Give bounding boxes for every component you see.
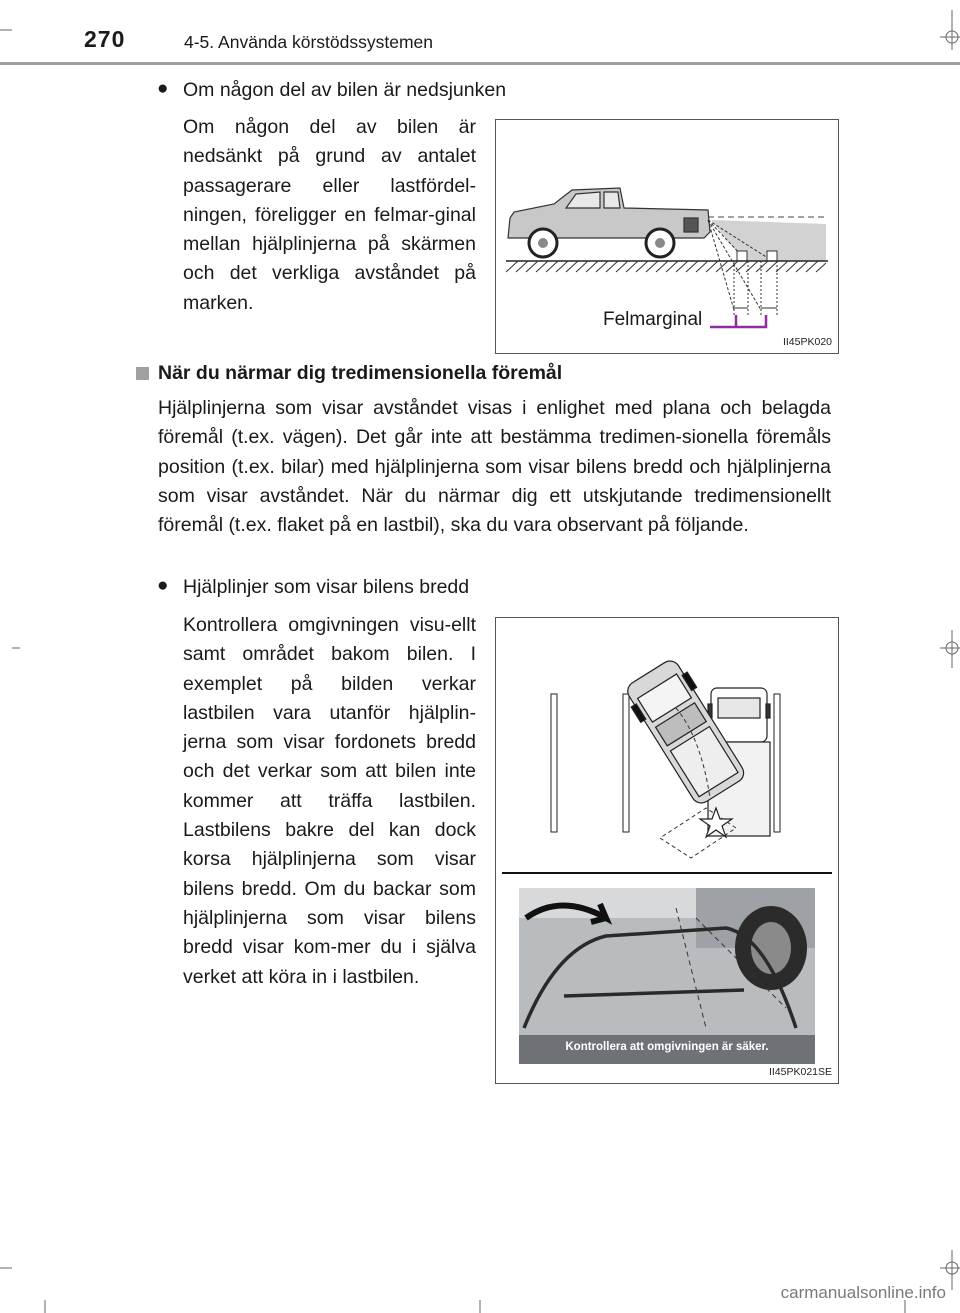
heading-3d-objects: När du närmar dig tredimensionella föremål (158, 362, 563, 384)
square-bullet-icon (136, 367, 149, 380)
bullet-title-width-lines: Hjälplinjer som visar bilens bredd (183, 576, 470, 598)
paragraph-3d-objects: Hjälplinjerna som visar avståndet visas i enlighet med plana och belagda föremål (t.ex. vägen). Det går inte att bestämma tredimen-sionella föremåls position (t.ex. bilar) med hjälplinjerna som visar bilens bredd och hjälplinjerna som visar avståndet. När du närmar dig ett utskjutande tredimensionellt föremål (t.ex. flaket på en lastbil), ska du vara observant på följande. (158, 397, 831, 537)
bullet-title-sunken: Om någon del av bilen är nedsjunken (183, 79, 507, 101)
figure-truck-parking (495, 617, 839, 1084)
paragraph-width-lines: Kontrollera omgivningen visu-ellt samt området bakom bilen. I exemplet på bilden verkar lastbilen vara utanför hjälplin-jerna som visar fordonets bredd och det verkar som att bilen inte kommer att träffa lastbilen. Lastbilens bakre del kan dock korsa hjälplinjerna som visar bilens bredd. Om du backar som hjälplinjerna som visar bilens bredd visar kom-mer du i själva verket att köra in i lastbilen. (183, 614, 476, 988)
bullet-dot-icon: ● (157, 78, 169, 99)
page-number: 270 (84, 26, 126, 52)
camera-screen-caption: Kontrollera att omgivningen är säker. (565, 1041, 769, 1053)
figure-label-felmarginal: Felmarginal (603, 309, 703, 330)
paragraph-sunken: Om någon del av bilen är nedsänkt på grund av antalet passagerare eller lastfördel-ningen, föreligger en felmar-ginal mellan hjälplinjerna på skärmen och det verkliga avståndet på marken. (183, 116, 476, 314)
header-divider (0, 62, 960, 65)
bullet-dot-icon: ● (157, 575, 169, 596)
watermark: carmanualsonline.info (780, 1283, 946, 1302)
figure-code: II45PK021SE (768, 1066, 832, 1078)
section-title: 4-5. Använda körstödssystemen (184, 32, 434, 52)
figure-code: II45PK020 (782, 336, 832, 348)
figure-margin-of-error (495, 119, 839, 354)
parking-illustration (496, 618, 838, 1083)
